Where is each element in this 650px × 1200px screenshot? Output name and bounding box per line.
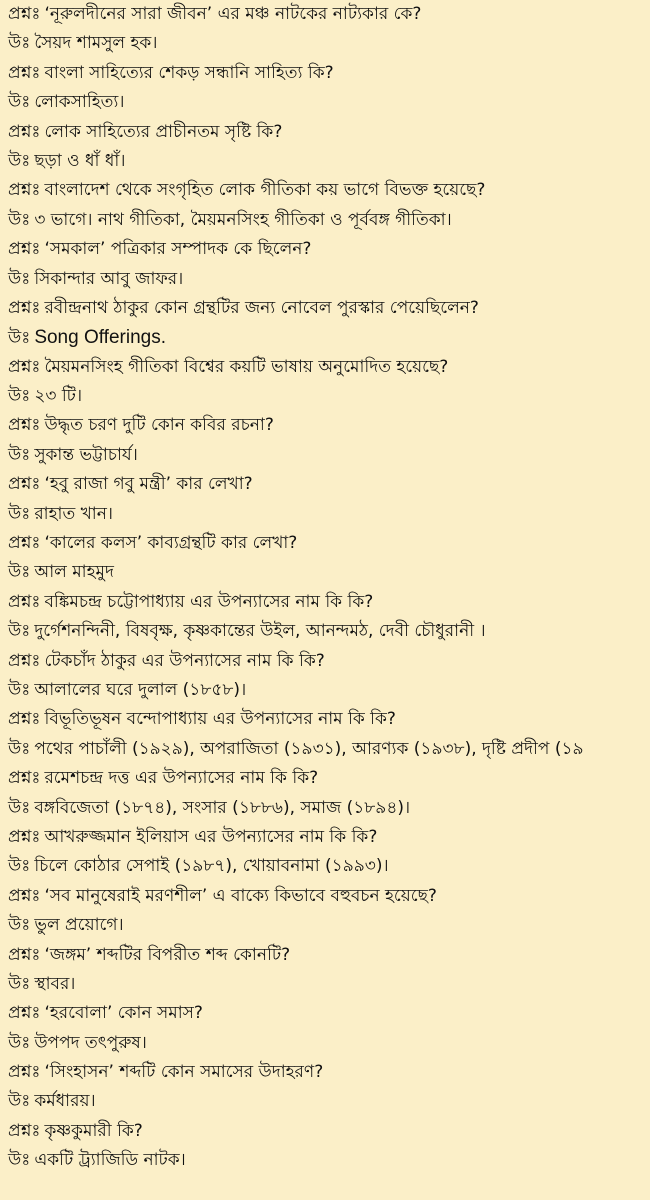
question-prefix: প্রশ্নঃ bbox=[8, 474, 41, 495]
answer-prefix: উঃ bbox=[8, 503, 31, 524]
question-text: ‘কালের কলস’ কাব্যগ্রন্থটি কার লেখা? bbox=[44, 533, 298, 554]
question-line bbox=[0, 294, 650, 323]
answer-text: ৩ ভাগে। নাথ গীতিকা, মৈয়মনসিংহ গীতিকা ও পূর্ববঙ্গ গীতিকা। bbox=[34, 209, 452, 230]
answer-prefix: উঃ bbox=[8, 1091, 31, 1112]
question-line bbox=[0, 647, 650, 676]
answer-line bbox=[0, 1029, 650, 1058]
answer-line bbox=[0, 617, 650, 646]
question-prefix: প্রশ্নঃ bbox=[8, 709, 41, 730]
answer-prefix: উঃ bbox=[8, 268, 31, 289]
question-line bbox=[0, 235, 650, 264]
answer-line bbox=[0, 206, 650, 235]
question-line bbox=[0, 823, 650, 852]
answer-text: পথের পাচাঁলী (১৯২৯), অপরাজিতা (১৯৩১), আরণ্যক (১৯৩৮), দৃষ্টি প্রদীপ (১৯ bbox=[34, 738, 584, 759]
answer-text: ছড়া ও ধাঁ ধাঁ। bbox=[34, 150, 126, 171]
answer-line bbox=[0, 29, 650, 58]
question-line bbox=[0, 764, 650, 793]
answer-prefix: উঃ bbox=[8, 1150, 31, 1171]
answer-prefix: উঃ bbox=[8, 973, 31, 994]
question-prefix: প্রশ্নঃ bbox=[8, 885, 41, 906]
answer-prefix: উঃ bbox=[8, 209, 31, 230]
question-line bbox=[0, 411, 650, 440]
question-text: ‘সব মানুষেরাই মরণশীল’ এ বাক্যে কিভাবে বহুবচন হয়েছে? bbox=[44, 885, 437, 906]
answer-prefix: উঃ bbox=[8, 679, 31, 700]
answer-line bbox=[0, 500, 650, 529]
answer-text: কর্মধারয়। bbox=[34, 1091, 96, 1112]
answer-text: চিলে কোঠার সেপাই (১৯৮৭), খোয়াবনামা (১৯৯৩)। bbox=[34, 856, 389, 877]
answer-text: সৈয়দ শামসুল হক। bbox=[34, 33, 158, 54]
answer-text: ভুল প্রয়োগে। bbox=[34, 915, 124, 936]
question-line bbox=[0, 59, 650, 88]
question-line bbox=[0, 470, 650, 499]
question-prefix: প্রশ্নঃ bbox=[8, 239, 41, 260]
answer-line bbox=[0, 265, 650, 294]
answer-prefix: উঃ bbox=[8, 444, 31, 465]
answer-text: রাহাত খান। bbox=[34, 503, 113, 524]
answer-line bbox=[0, 794, 650, 823]
question-line bbox=[0, 1058, 650, 1087]
answer-text: লোকসাহিত্য। bbox=[34, 92, 125, 113]
question-text: বিভূতিভূষন বন্দোপাধ্যায় এর উপন্যাসের নাম কি কি? bbox=[44, 709, 396, 730]
answer-line bbox=[0, 1146, 650, 1175]
answer-prefix: উঃ bbox=[8, 621, 31, 642]
answer-text: দুর্গেশনন্দিনী, বিষবৃক্ষ, কৃষ্ণকান্তের উইল, আনন্দমঠ, দেবী চৌধুরানী । bbox=[34, 621, 486, 642]
question-line bbox=[0, 882, 650, 911]
question-line bbox=[0, 941, 650, 970]
question-line bbox=[0, 118, 650, 147]
answer-prefix: উঃ bbox=[8, 562, 31, 583]
answer-prefix: উঃ bbox=[8, 856, 31, 877]
answer-line bbox=[0, 676, 650, 705]
question-text: মৈয়মনসিংহ গীতিকা বিশ্বের কয়টি ভাষায় অনুমোদিত হয়েছে? bbox=[44, 356, 449, 377]
question-prefix: প্রশ্নঃ bbox=[8, 768, 41, 789]
answer-line bbox=[0, 441, 650, 470]
question-prefix: প্রশ্নঃ bbox=[8, 944, 41, 965]
answer-line bbox=[0, 382, 650, 411]
question-prefix: প্রশ্নঃ bbox=[8, 1003, 41, 1024]
question-text: রমেশচন্দ্র দত্ত এর উপন্যাসের নাম কি কি? bbox=[44, 768, 319, 789]
question-prefix: প্রশ্নঃ bbox=[8, 533, 41, 554]
question-text: ‘সিংহাসন’ শব্দটি কোন সমাসের উদাহরণ? bbox=[44, 1062, 324, 1083]
answer-text: উপপদ তৎপুরুষ। bbox=[34, 1032, 147, 1053]
question-prefix: প্রশ্নঃ bbox=[8, 180, 41, 201]
question-line bbox=[0, 705, 650, 734]
answer-text: Song Offerings. bbox=[34, 327, 166, 349]
answer-prefix: উঃ bbox=[8, 328, 31, 349]
question-text: ‘নূরুলদীনের সারা জীবন’ এর মঞ্চ নাটকের নাট্যকার কে? bbox=[44, 4, 422, 24]
question-line bbox=[0, 0, 650, 29]
answer-line bbox=[0, 970, 650, 999]
answer-prefix: উঃ bbox=[8, 915, 31, 936]
question-text: বাংলাদেশ থেকে সংগৃহিত লোক গীতিকা কয় ভাগে বিভক্ত হয়েছে? bbox=[44, 180, 486, 201]
question-prefix: প্রশ্নঃ bbox=[8, 356, 41, 377]
question-prefix: প্রশ্নঃ bbox=[8, 4, 41, 24]
question-text: কৃষ্ণকুমারী কি? bbox=[44, 1120, 143, 1141]
answer-line bbox=[0, 1087, 650, 1116]
question-line bbox=[0, 176, 650, 205]
question-prefix: প্রশ্নঃ bbox=[8, 121, 41, 142]
answer-text: আল মাহমুদ bbox=[34, 562, 114, 583]
answer-text: বঙ্গবিজেতা (১৮৭৪), সংসার (১৮৮৬), সমাজ (১৮৯৪)। bbox=[34, 797, 411, 818]
answer-text: আলালের ঘরে দুলাল (১৮৫৮)। bbox=[34, 679, 247, 700]
question-prefix: প্রশ্নঃ bbox=[8, 1120, 41, 1141]
question-prefix: প্রশ্নঃ bbox=[8, 591, 41, 612]
question-prefix: প্রশ্নঃ bbox=[8, 826, 41, 847]
answer-line bbox=[0, 88, 650, 117]
question-line bbox=[0, 353, 650, 382]
question-text: লোক সাহিত্যের প্রাচীনতম সৃষ্টি কি? bbox=[44, 121, 283, 142]
question-text: রবীন্দ্রনাথ ঠাকুর কোন গ্রন্থটির জন্য নোবেল পুরস্কার পেয়েছিলেন? bbox=[44, 297, 479, 318]
answer-line bbox=[0, 911, 650, 940]
answer-text: ২৩ টি। bbox=[34, 386, 83, 407]
answer-text: সিকান্দার আবু জাফর। bbox=[34, 268, 184, 289]
answer-prefix: উঃ bbox=[8, 738, 31, 759]
question-line bbox=[0, 588, 650, 617]
answer-prefix: উঃ bbox=[8, 33, 31, 54]
answer-prefix: উঃ bbox=[8, 797, 31, 818]
question-prefix: প্রশ্নঃ bbox=[8, 297, 41, 318]
answer-text: সুকান্ত ভট্টাচার্য। bbox=[34, 444, 138, 465]
answer-line bbox=[0, 323, 650, 352]
question-text: ‘হবু রাজা গবু মন্ত্রী’ কার লেখা? bbox=[44, 474, 253, 495]
question-text: ‘হরবোলা’ কোন সমাস? bbox=[44, 1003, 203, 1024]
answer-text: একটি ট্র্যাজিডি নাটক। bbox=[34, 1150, 186, 1171]
question-text: আখরুজ্জমান ইলিয়াস এর উপন্যাসের নাম কি কি? bbox=[44, 826, 378, 847]
answer-line bbox=[0, 147, 650, 176]
answer-line bbox=[0, 558, 650, 587]
question-prefix: প্রশ্নঃ bbox=[8, 1062, 41, 1083]
question-prefix: প্রশ্নঃ bbox=[8, 415, 41, 436]
question-line bbox=[0, 529, 650, 558]
question-text: টেকচাঁদ ঠাকুর এর উপন্যাসের নাম কি কি? bbox=[44, 650, 325, 671]
question-line bbox=[0, 999, 650, 1028]
question-prefix: প্রশ্নঃ bbox=[8, 650, 41, 671]
question-text: বঙ্কিমচন্দ্র চট্টোপাধ্যায় এর উপন্যাসের নাম কি কি? bbox=[44, 591, 374, 612]
answer-prefix: উঃ bbox=[8, 150, 31, 171]
answer-line bbox=[0, 735, 650, 764]
question-text: ‘জঙ্গম’ শব্দটির বিপরীত শব্দ কোনটি? bbox=[44, 944, 291, 965]
question-text: ‘সমকাল’ পত্রিকার সম্পাদক কে ছিলেন? bbox=[44, 239, 312, 260]
question-line bbox=[0, 1117, 650, 1146]
answer-prefix: উঃ bbox=[8, 386, 31, 407]
answer-prefix: উঃ bbox=[8, 92, 31, 113]
question-text: বাংলা সাহিত্যের শেকড় সন্ধানি সাহিত্য কি? bbox=[44, 62, 334, 83]
question-text: উদ্ধৃত চরণ দুটি কোন কবির রচনা? bbox=[44, 415, 274, 436]
answer-text: স্থাবর। bbox=[34, 973, 76, 994]
answer-line bbox=[0, 852, 650, 881]
answer-prefix: উঃ bbox=[8, 1032, 31, 1053]
question-prefix: প্রশ্নঃ bbox=[8, 62, 41, 83]
